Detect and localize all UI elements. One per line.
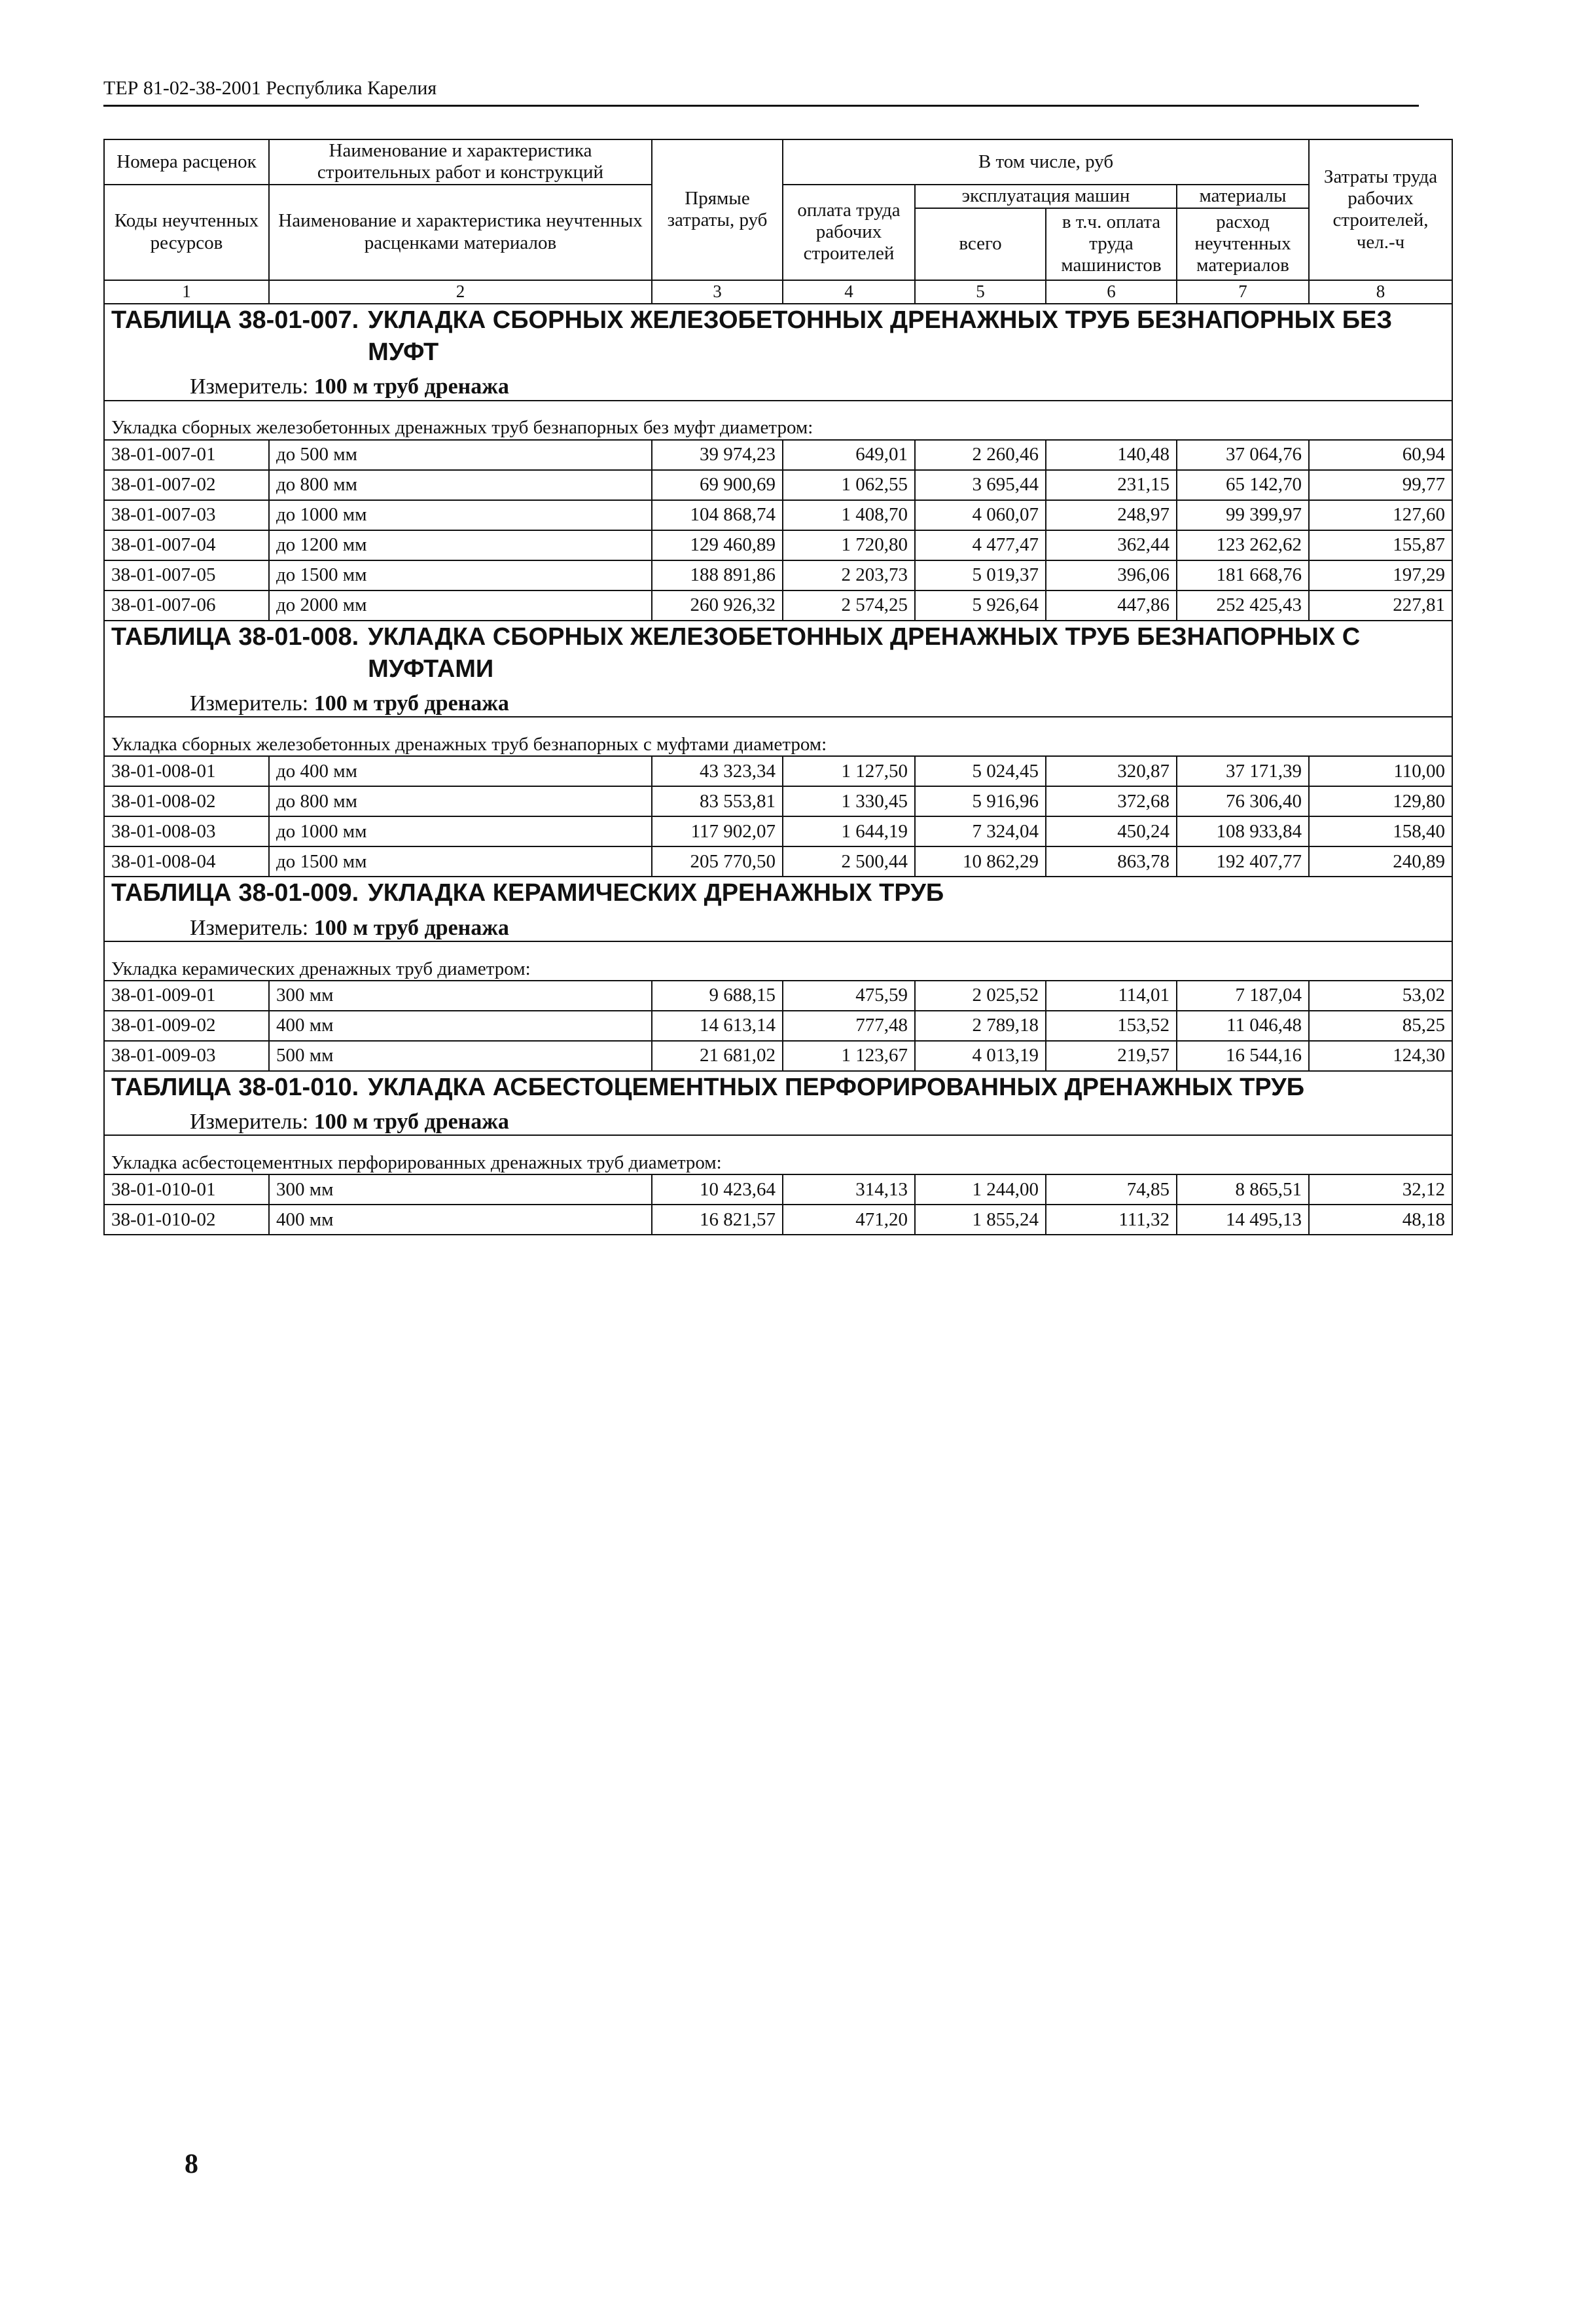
labor-hours: 60,94 xyxy=(1309,440,1452,470)
table-body xyxy=(104,304,1452,1235)
work-name: до 1500 мм xyxy=(269,560,652,590)
work-name: до 800 мм xyxy=(269,470,652,500)
direct-costs: 83 553,81 xyxy=(652,786,783,816)
rate-code: 38-01-007-03 xyxy=(104,500,269,530)
machinists-pay: 863,78 xyxy=(1046,846,1177,877)
rate-code: 38-01-007-02 xyxy=(104,470,269,500)
materials-cost: 7 187,04 xyxy=(1177,981,1309,1011)
head-materials-usage: расход неучтенных материалов xyxy=(1177,208,1309,280)
direct-costs: 9 688,15 xyxy=(652,981,783,1011)
work-name: 300 мм xyxy=(269,1174,652,1205)
materials-cost: 65 142,70 xyxy=(1177,470,1309,500)
price-sheet xyxy=(103,139,1452,1235)
rate-code: 38-01-008-03 xyxy=(104,816,269,846)
work-name: 400 мм xyxy=(269,1205,652,1235)
labor-pay: 777,48 xyxy=(783,1011,915,1041)
direct-costs: 10 423,64 xyxy=(652,1174,783,1205)
column-number: 3 xyxy=(652,280,783,304)
rate-code: 38-01-010-02 xyxy=(104,1205,269,1235)
rate-code: 38-01-007-05 xyxy=(104,560,269,590)
direct-costs: 129 460,89 xyxy=(652,530,783,560)
rate-code: 38-01-009-01 xyxy=(104,981,269,1011)
rate-code: 38-01-009-03 xyxy=(104,1041,269,1071)
materials-cost: 76 306,40 xyxy=(1177,786,1309,816)
section-title xyxy=(111,1072,1445,1104)
labor-hours: 32,12 xyxy=(1309,1174,1452,1205)
labor-pay: 2 203,73 xyxy=(783,560,915,590)
materials-cost: 8 865,51 xyxy=(1177,1174,1309,1205)
machines-total: 1 855,24 xyxy=(915,1205,1046,1235)
rate-code: 38-01-009-02 xyxy=(104,1011,269,1041)
labor-hours: 240,89 xyxy=(1309,846,1452,877)
materials-cost: 37 171,39 xyxy=(1177,756,1309,786)
head-group: В том числе, руб xyxy=(783,139,1309,185)
head-materials: материалы xyxy=(1177,185,1309,208)
machines-total: 10 862,29 xyxy=(915,846,1046,877)
section-title xyxy=(111,304,1445,369)
rates-table xyxy=(103,139,1453,1235)
direct-costs: 104 868,74 xyxy=(652,500,783,530)
labor-hours: 129,80 xyxy=(1309,786,1452,816)
rate-code: 38-01-007-04 xyxy=(104,530,269,560)
machines-total: 4 477,47 xyxy=(915,530,1046,560)
table-row xyxy=(104,440,1452,470)
materials-cost: 192 407,77 xyxy=(1177,846,1309,877)
direct-costs: 205 770,50 xyxy=(652,846,783,877)
work-name: до 2000 мм xyxy=(269,590,652,621)
labor-pay: 1 062,55 xyxy=(783,470,915,500)
table-row xyxy=(104,1205,1452,1235)
document-header xyxy=(103,77,1419,107)
measure-value: 100 м труб дренажа xyxy=(313,691,509,716)
machines-total: 3 695,44 xyxy=(915,470,1046,500)
measure-label: Измеритель: xyxy=(190,374,309,399)
labor-pay: 649,01 xyxy=(783,440,915,470)
table-row xyxy=(104,530,1452,560)
machinists-pay: 372,68 xyxy=(1046,786,1177,816)
work-name: до 1500 мм xyxy=(269,846,652,877)
rate-code: 38-01-008-04 xyxy=(104,846,269,877)
table-row xyxy=(104,1041,1452,1071)
materials-cost: 16 544,16 xyxy=(1177,1041,1309,1071)
labor-hours: 48,18 xyxy=(1309,1205,1452,1235)
labor-pay: 2 500,44 xyxy=(783,846,915,877)
labor-pay: 2 574,25 xyxy=(783,590,915,621)
direct-costs: 14 613,14 xyxy=(652,1011,783,1041)
table-row xyxy=(104,560,1452,590)
direct-costs: 69 900,69 xyxy=(652,470,783,500)
table-row xyxy=(104,816,1452,846)
section-heading xyxy=(104,1071,1452,1135)
measure-line xyxy=(111,1109,1445,1135)
measure-label: Измеритель: xyxy=(190,915,309,940)
machinists-pay: 362,44 xyxy=(1046,530,1177,560)
subheader: Укладка сборных железобетонных дренажных труб безнапорных без муфт диаметром: xyxy=(104,401,1452,440)
labor-hours: 53,02 xyxy=(1309,981,1452,1011)
table-label: ТАБЛИЦА 38-01-010. xyxy=(111,1073,359,1101)
labor-hours: 197,29 xyxy=(1309,560,1452,590)
rate-code: 38-01-008-01 xyxy=(104,756,269,786)
machines-total: 2 260,46 xyxy=(915,440,1046,470)
measure-value: 100 м труб дренажа xyxy=(313,1110,509,1135)
work-name: до 400 мм xyxy=(269,756,652,786)
materials-cost: 123 262,62 xyxy=(1177,530,1309,560)
work-name: до 1000 мм xyxy=(269,816,652,846)
page-number: 8 xyxy=(185,2149,198,2179)
labor-pay: 1 127,50 xyxy=(783,756,915,786)
rate-code: 38-01-008-02 xyxy=(104,786,269,816)
labor-hours: 85,25 xyxy=(1309,1011,1452,1041)
table-head xyxy=(104,139,1452,304)
labor-pay: 471,20 xyxy=(783,1205,915,1235)
machinists-pay: 114,01 xyxy=(1046,981,1177,1011)
head-col2-bottom: Наименование и характеристика неучтенных расценками материалов xyxy=(269,185,652,280)
table-row xyxy=(104,756,1452,786)
rate-code: 38-01-010-01 xyxy=(104,1174,269,1205)
subheader-row xyxy=(104,717,1452,756)
table-row xyxy=(104,470,1452,500)
materials-cost: 252 425,43 xyxy=(1177,590,1309,621)
machinists-pay: 153,52 xyxy=(1046,1011,1177,1041)
work-name: 300 мм xyxy=(269,981,652,1011)
subheader: Укладка асбестоцементных перфорированных дренажных труб диаметром: xyxy=(104,1135,1452,1174)
column-number: 6 xyxy=(1046,280,1177,304)
table-title: УКЛАДКА СБОРНЫХ ЖЕЛЕЗОБЕТОННЫХ ДРЕНАЖНЫХ ТРУБ БЕЗНАПОРНЫХ БЕЗ МУФТ xyxy=(368,306,1393,367)
machines-total: 2 025,52 xyxy=(915,981,1046,1011)
materials-cost: 108 933,84 xyxy=(1177,816,1309,846)
machines-total: 5 916,96 xyxy=(915,786,1046,816)
direct-costs: 21 681,02 xyxy=(652,1041,783,1071)
rate-code: 38-01-007-01 xyxy=(104,440,269,470)
head-machinists-pay: в т.ч. оплата труда машинистов xyxy=(1046,208,1177,280)
direct-costs: 39 974,23 xyxy=(652,440,783,470)
labor-hours: 110,00 xyxy=(1309,756,1452,786)
table-title: УКЛАДКА СБОРНЫХ ЖЕЛЕЗОБЕТОННЫХ ДРЕНАЖНЫХ ТРУБ БЕЗНАПОРНЫХ С МУФТАМИ xyxy=(368,623,1361,683)
table-label: ТАБЛИЦА 38-01-008. xyxy=(111,623,359,651)
column-numbers-row xyxy=(104,280,1452,304)
labor-pay: 1 720,80 xyxy=(783,530,915,560)
work-name: до 500 мм xyxy=(269,440,652,470)
direct-costs: 43 323,34 xyxy=(652,756,783,786)
measure-line xyxy=(111,691,1445,716)
section-heading xyxy=(104,877,1452,941)
table-label: ТАБЛИЦА 38-01-009. xyxy=(111,879,359,907)
column-number: 4 xyxy=(783,280,915,304)
labor-pay: 475,59 xyxy=(783,981,915,1011)
labor-pay: 1 408,70 xyxy=(783,500,915,530)
direct-costs: 16 821,57 xyxy=(652,1205,783,1235)
materials-cost: 11 046,48 xyxy=(1177,1011,1309,1041)
column-number: 7 xyxy=(1177,280,1309,304)
section-title xyxy=(111,877,1445,909)
table-row xyxy=(104,500,1452,530)
machinists-pay: 74,85 xyxy=(1046,1174,1177,1205)
machines-total: 1 244,00 xyxy=(915,1174,1046,1205)
machinists-pay: 231,15 xyxy=(1046,470,1177,500)
work-name: до 1200 мм xyxy=(269,530,652,560)
table-row xyxy=(104,1011,1452,1041)
measure-value: 100 м труб дренажа xyxy=(313,915,509,940)
measure-value: 100 м труб дренажа xyxy=(313,374,509,399)
head-direct-costs: Прямые затраты, руб xyxy=(652,139,783,280)
direct-costs: 188 891,86 xyxy=(652,560,783,590)
table-row xyxy=(104,846,1452,877)
labor-hours: 227,81 xyxy=(1309,590,1452,621)
head-labor-hours: Затраты труда рабочих строителей, чел.-ч xyxy=(1309,139,1452,280)
machinists-pay: 248,97 xyxy=(1046,500,1177,530)
table-row xyxy=(104,786,1452,816)
table-row xyxy=(104,590,1452,621)
machinists-pay: 320,87 xyxy=(1046,756,1177,786)
subheader: Укладка сборных железобетонных дренажных труб безнапорных с муфтами диаметром: xyxy=(104,717,1452,756)
table-row xyxy=(104,981,1452,1011)
head-machines-total: всего xyxy=(915,208,1046,280)
doc-title: ТЕР 81-02-38-2001 Республика Карелия xyxy=(103,77,437,99)
work-name: 400 мм xyxy=(269,1011,652,1041)
machines-total: 5 926,64 xyxy=(915,590,1046,621)
head-col1-bottom: Коды неучтенных ресурсов xyxy=(104,185,269,280)
measure-line xyxy=(111,374,1445,399)
section-heading xyxy=(104,304,1452,401)
work-name: до 1000 мм xyxy=(269,500,652,530)
materials-cost: 181 668,76 xyxy=(1177,560,1309,590)
machines-total: 5 024,45 xyxy=(915,756,1046,786)
machines-total: 2 789,18 xyxy=(915,1011,1046,1041)
materials-cost: 14 495,13 xyxy=(1177,1205,1309,1235)
table-title: УКЛАДКА КЕРАМИЧЕСКИХ ДРЕНАЖНЫХ ТРУБ xyxy=(368,879,944,907)
table-title: УКЛАДКА АСБЕСТОЦЕМЕНТНЫХ ПЕРФОРИРОВАННЫХ ДРЕНАЖНЫХ ТРУБ xyxy=(368,1073,1305,1101)
column-number: 5 xyxy=(915,280,1046,304)
section-title-row xyxy=(104,1071,1452,1135)
section-title-row xyxy=(104,621,1452,717)
section-title-row xyxy=(104,304,1452,401)
machines-total: 7 324,04 xyxy=(915,816,1046,846)
measure-label: Измеритель: xyxy=(190,1110,309,1135)
labor-pay: 1 123,67 xyxy=(783,1041,915,1071)
machinists-pay: 447,86 xyxy=(1046,590,1177,621)
machinists-pay: 111,32 xyxy=(1046,1205,1177,1235)
direct-costs: 117 902,07 xyxy=(652,816,783,846)
machinists-pay: 140,48 xyxy=(1046,440,1177,470)
section-title-row xyxy=(104,877,1452,941)
measure-line xyxy=(111,915,1445,941)
machinists-pay: 219,57 xyxy=(1046,1041,1177,1071)
machines-total: 4 013,19 xyxy=(915,1041,1046,1071)
column-number: 2 xyxy=(269,280,652,304)
labor-pay: 1 644,19 xyxy=(783,816,915,846)
labor-pay: 1 330,45 xyxy=(783,786,915,816)
direct-costs: 260 926,32 xyxy=(652,590,783,621)
rate-code: 38-01-007-06 xyxy=(104,590,269,621)
labor-pay: 314,13 xyxy=(783,1174,915,1205)
section-heading xyxy=(104,621,1452,717)
column-number: 8 xyxy=(1309,280,1452,304)
materials-cost: 99 399,97 xyxy=(1177,500,1309,530)
labor-hours: 158,40 xyxy=(1309,816,1452,846)
materials-cost: 37 064,76 xyxy=(1177,440,1309,470)
head-labor-pay: оплата труда рабочих строителей xyxy=(783,185,915,280)
measure-label: Измеритель: xyxy=(190,691,309,716)
machines-total: 4 060,07 xyxy=(915,500,1046,530)
labor-hours: 155,87 xyxy=(1309,530,1452,560)
table-label: ТАБЛИЦА 38-01-007. xyxy=(111,306,359,334)
work-name: 500 мм xyxy=(269,1041,652,1071)
labor-hours: 127,60 xyxy=(1309,500,1452,530)
machinists-pay: 450,24 xyxy=(1046,816,1177,846)
subheader-row xyxy=(104,941,1452,981)
machinists-pay: 396,06 xyxy=(1046,560,1177,590)
machines-total: 5 019,37 xyxy=(915,560,1046,590)
section-title xyxy=(111,621,1445,686)
column-number: 1 xyxy=(104,280,269,304)
subheader: Укладка керамических дренажных труб диаметром: xyxy=(104,941,1452,981)
head-col2-top: Наименование и характеристика строительных работ и конструкций xyxy=(269,139,652,185)
labor-hours: 124,30 xyxy=(1309,1041,1452,1071)
subheader-row xyxy=(104,1135,1452,1174)
work-name: до 800 мм xyxy=(269,786,652,816)
subheader-row xyxy=(104,401,1452,440)
table-row xyxy=(104,1174,1452,1205)
head-col1-top: Номера расценок xyxy=(104,139,269,185)
labor-hours: 99,77 xyxy=(1309,470,1452,500)
head-machines: эксплуатация машин xyxy=(915,185,1177,208)
